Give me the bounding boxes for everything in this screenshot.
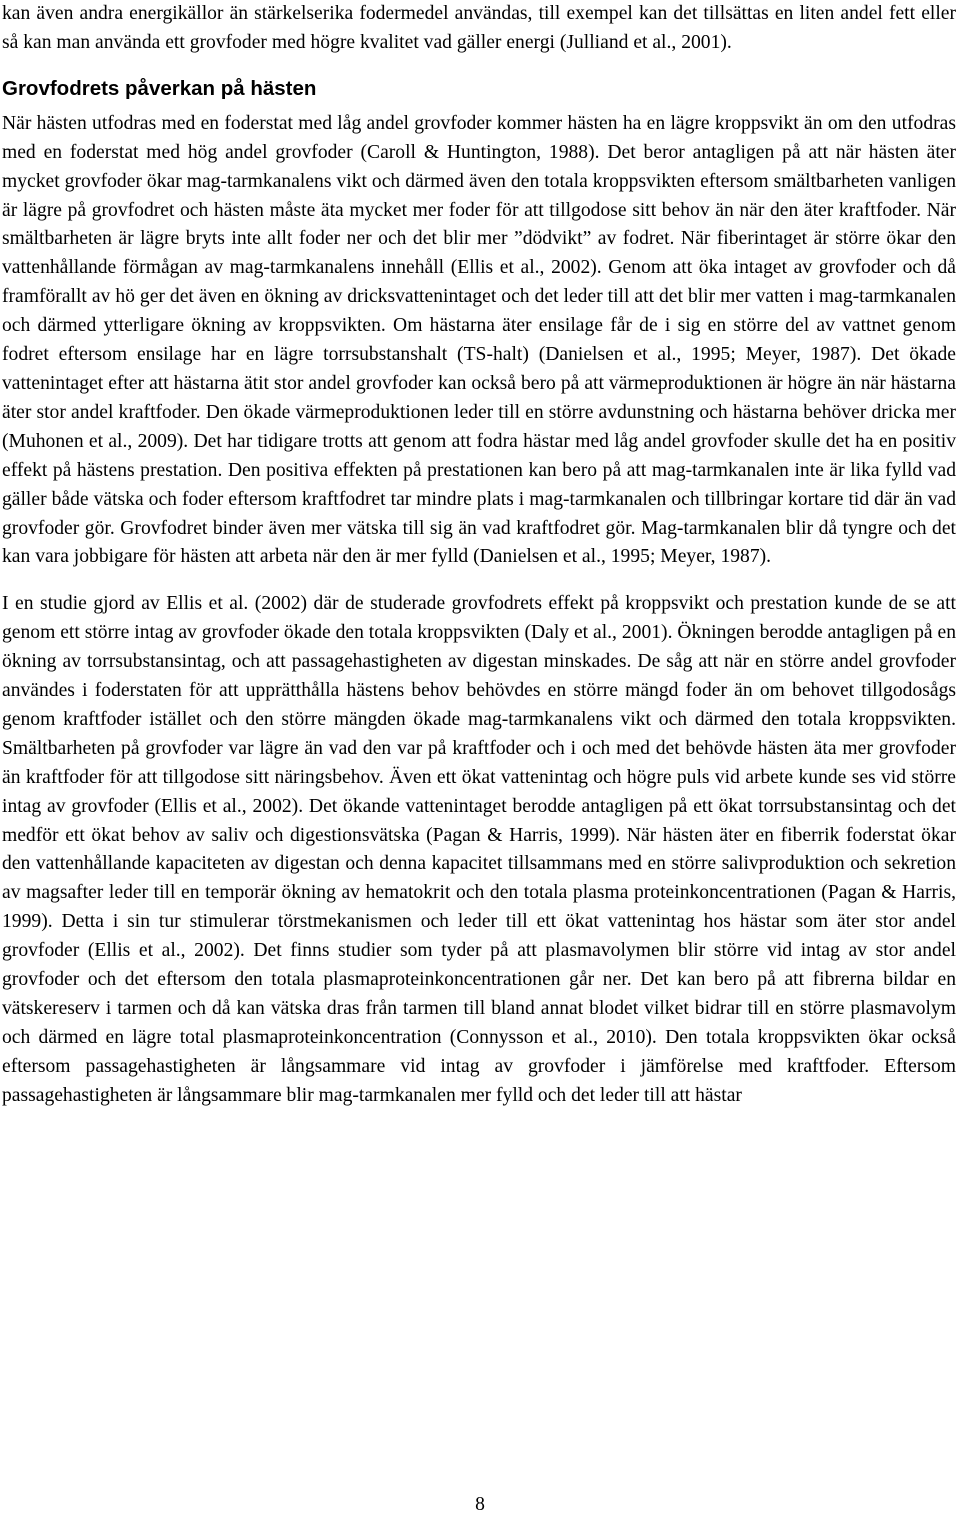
page-number: 8 xyxy=(475,1494,485,1515)
intro-paragraph: kan även andra energikällor än stärkelserika fodermedel användas, till exempel kan det tillsättas en liten andel fett eller så kan man använda ett grovfoder med högre kvalitet vad gäller energi (Julliand et al., 2001). xyxy=(2,3,956,53)
body-paragraph-2: I en studie gjord av Ellis et al. (2002) där de studerade grovfodrets effekt på kroppsvikt och prestation kunde de se att genom ett större intag av grovfoder ökade den totala kroppsvikten (Daly et al., 2001). Ökningen berodde antagligen på en ökning av torrsubstansintag, och att passagehastigheten av digestan minskades. De såg att när en större andel grovfoder användes i foderstaten för att upprätthålla hästens behov behövdes en större mängd foder än om behovet tillgodosågs genom kraftfoder istället och den större mängden ökade mag-tarmkanalens vikt och därmed den totala kroppsvikten. Smältbarheten på grovfoder var lägre än vad den var på kraftfoder och i och med det behövde hästen äta mer grovfoder än kraftfoder för att tillgodose sitt näringsbehov. Även ett ökat vattenintag och högre puls vid arbete kunde ses vid större intag av grovfoder (Ellis et al., 2002). Det ökande vattenintaget berodde antagligen på ett ökat torrsubstansintag och det medför ett ökat behov av saliv och digestionsvätska (Pagan & Harris, 1999). När hästen äter en fiberrik foderstat ökar den vattenhållande kapaciteten av digestan och denna kapacitet tillsammans med en större salivproduktion och sekretion av magsafter leder till en temporär ökning av hematokrit och den totala plasma proteinkoncentrationen (Pagan & Harris, 1999). Detta i sin tur stimulerar törstmekanismen och leder till ett ökat vattenintag hos hästar som äter stor andel grovfoder (Ellis et al., 2002). Det finns studier som tyder på att plasmavolymen blir större vid intag av stor andel grovfoder och det eftersom den totala plasmaproteinkoncentrationen går ner. Det kan bero på att fibrerna bildar en vätskereserv i tarmen och då kan vätska dras från tarmen till bland annat blodet vilket bidrar till en större plasmavolym och därmed en lägre total plasmaproteinkoncentration (Connysson et al., 2010). Den totala kroppsvikten ökar också eftersom passagehastigheten är långsammare vid intag av grovfoder i jämförelse med kraftfoder. Eftersom passagehastigheten är långsammare blir mag-tarmkanalen mer fylld och det leder till att hästar xyxy=(2,593,956,1106)
body-paragraph-1: När hästen utfodras med en foderstat med låg andel grovfoder kommer hästen ha en lägre kroppsvikt än om den utfodras med en foderstat med hög andel grovfoder (Caroll & Huntington, 1988). Det beror antagligen på att när hästen äter mycket grovfoder ökar mag-tarmkanalens vikt och därmed även den totala kroppsvikten eftersom smältbarheten vanligen är lägre på grovfodret och hästen måste äta mycket mer foder för att tillgodose sitt behov än när den äter kraftfoder. När smältbarheten är lägre bryts inte allt foder ner och det blir mer ”dödvikt” av fodret. När fiberintaget är större ökar den vattenhållande förmågan av mag-tarmkanalens innehåll (Ellis et al., 2002). Genom att öka intaget av grovfoder och då framförallt av hö ger det även en ökning av dricksvattenintaget och det leder till att det blir mer vatten i mag-tarmkanalen och därmed ytterligare ökning av kroppsvikten. Om hästarna äter ensilage får de i sig en större del av vattnet genom fodret eftersom ensilage har en lägre torrsubstanshalt (TS-halt) (Danielsen et al., 1995; Meyer, 1987). Det ökade vattenintaget efter att hästarna ätit stor andel grovfoder kan också bero på att värmeproduktionen är högre än när hästarna äter stor andel kraftfoder. Den ökade värmeproduktionen leder till en större avdunstning och hästarna behöver dricka mer (Muhonen et al., 2009). Det har tidigare trotts att genom att fodra hästar med låg andel grovfoder skulle det ha en positiv effekt på hästens prestation. Den positiva effekten på prestationen kan bero på att mag-tarmkanalen inte är lika fylld vad gäller både vätska och foder eftersom kraftfodret tar mindre plats i mag-tarmkanalen och tillbringar kortare tid där än vad grovfoder gör. Grovfodret binder även mer vätska till sig än vad kraftfodret gör. Mag-tarmkanalen blir då tyngre och det kan vara jobbigare för hästen att arbeta när den är mer fylld (Danielsen et al., 1995; Meyer, 1987). xyxy=(2,112,956,568)
section-heading: Grovfodrets påverkan på hästen xyxy=(2,76,317,100)
document-body xyxy=(2,0,956,1111)
